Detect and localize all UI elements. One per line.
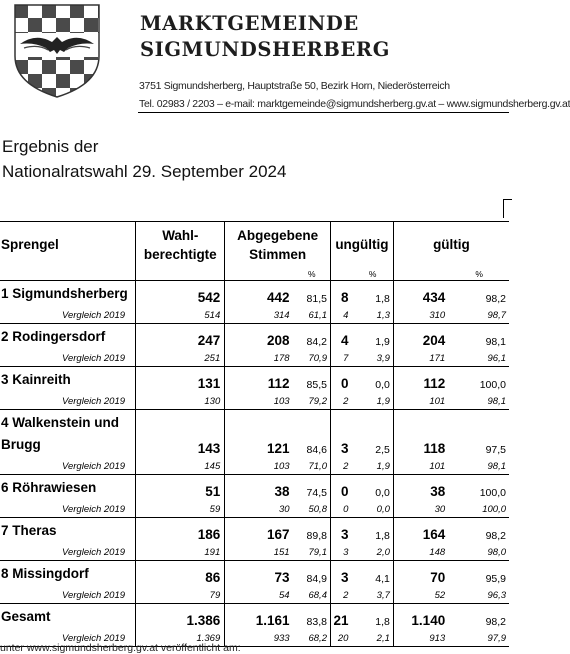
row-name: Gesamt — [0, 604, 136, 631]
col-header-sprengel: Sprengel — [0, 222, 136, 268]
cell-gueltig-pct: 98,2 — [485, 616, 506, 628]
cell-abgegeben-2019: 178 — [225, 350, 294, 367]
cell-gueltig-pct: 95,9 — [485, 573, 506, 585]
cell-ungueltig-2019: 4 — [330, 307, 352, 324]
cell-ungueltig: 4 — [330, 324, 352, 351]
table-row — [0, 518, 509, 545]
cell-abgegeben-pct: 83,8 — [306, 616, 327, 628]
cell-wahlberechtigte: 51 — [136, 475, 225, 502]
cell-abgegeben: 121 — [267, 441, 290, 456]
cell-ungueltig: 3 — [330, 561, 352, 588]
coat-of-arms-logo — [14, 4, 100, 98]
cell-ungueltig: 3 — [330, 410, 352, 459]
cell-wahlberechtigte: 542 — [136, 281, 225, 308]
comparison-label: Vergleich 2019 — [0, 630, 136, 647]
cell-abgegeben: 38 — [274, 484, 290, 499]
cell-wahlberechtigte-2019: 251 — [136, 350, 225, 367]
cell-abgegeben-pct: 84,9 — [306, 573, 327, 585]
cell-gueltig-pct-2019: 96,3 — [449, 587, 509, 604]
cell-ungueltig: 0 — [330, 475, 352, 502]
cell-gueltig-2019: 101 — [393, 458, 449, 475]
cell-ungueltig-2019: 2 — [330, 393, 352, 410]
comparison-row — [0, 544, 509, 561]
cell-gueltig: 204 — [393, 324, 449, 351]
cell-abgegeben-2019: 103 — [225, 393, 294, 410]
cell-ungueltig-2019: 20 — [330, 630, 352, 647]
cell-gueltig-2019: 52 — [393, 587, 449, 604]
org-name-line2: SIGMUNDSHERBERG — [140, 38, 390, 61]
row-name: 7 Theras — [0, 518, 136, 545]
cell-gueltig-pct: 98,2 — [485, 530, 506, 542]
comparison-label: Vergleich 2019 — [0, 393, 136, 410]
header-row — [0, 222, 509, 268]
cell-wahlberechtigte: 86 — [136, 561, 225, 588]
corner-box-line — [503, 199, 512, 218]
cell-ungueltig-pct-2019: 0,0 — [352, 501, 393, 518]
cell-gueltig: 112 — [393, 367, 449, 394]
cell-ungueltig-2019: 0 — [330, 501, 352, 518]
cell-abgegeben-pct: 74,5 — [306, 487, 327, 499]
cell-ungueltig-pct-2019: 2,0 — [352, 544, 393, 561]
cell-abgegeben: 208 — [267, 333, 290, 348]
cell-wahlberechtigte: 186 — [136, 518, 225, 545]
cell-wahlberechtigte-2019: 130 — [136, 393, 225, 410]
table-row — [0, 410, 509, 459]
cell-ungueltig-pct-2019: 1,9 — [352, 393, 393, 410]
cell-gueltig-2019: 310 — [393, 307, 449, 324]
cell-abgegeben: 112 — [267, 376, 290, 391]
page-title — [2, 134, 286, 184]
cell-gueltig-pct: 97,5 — [485, 444, 506, 456]
table-row — [0, 324, 509, 351]
col-header-gueltig: gültig — [393, 222, 509, 268]
cell-ungueltig-pct-2019: 1,3 — [352, 307, 393, 324]
comparison-label: Vergleich 2019 — [0, 350, 136, 367]
cell-gueltig-2019: 913 — [393, 630, 449, 647]
pct-header-row — [0, 267, 509, 281]
cell-abgegeben-pct-2019: 61,1 — [294, 307, 331, 324]
cell-gueltig: 434 — [393, 281, 449, 308]
org-name-line1: MARKTGEMEINDE — [140, 12, 359, 35]
cell-abgegeben-2019: 54 — [225, 587, 294, 604]
cell-abgegeben: 167 — [267, 527, 290, 542]
cell-abgegeben-pct: 81,5 — [306, 293, 327, 305]
pct-label: % — [449, 267, 509, 281]
cell-ungueltig: 3 — [330, 518, 352, 545]
footer-note: unter www.sigmundsherberg.gv.at veröffentlicht am: — [0, 642, 241, 654]
cell-abgegeben-2019: 103 — [225, 458, 294, 475]
cell-abgegeben-pct-2019: 71,0 — [294, 458, 331, 475]
table-row — [0, 367, 509, 394]
cell-abgegeben-pct-2019: 79,2 — [294, 393, 331, 410]
comparison-label: Vergleich 2019 — [0, 501, 136, 518]
cell-gueltig-pct: 100,0 — [479, 487, 506, 499]
cell-gueltig: 164 — [393, 518, 449, 545]
cell-wahlberechtigte-2019: 79 — [136, 587, 225, 604]
header-divider — [138, 112, 509, 113]
cell-gueltig: 38 — [393, 475, 449, 502]
cell-abgegeben-pct-2019: 68,2 — [294, 630, 331, 647]
cell-abgegeben-pct: 84,2 — [306, 336, 327, 348]
title-line1: Ergebnis der — [2, 137, 99, 156]
comparison-row — [0, 307, 509, 324]
cell-abgegeben-pct-2019: 50,8 — [294, 501, 331, 518]
cell-wahlberechtigte-2019: 514 — [136, 307, 225, 324]
pct-label: % — [352, 267, 393, 281]
cell-abgegeben: 1.161 — [255, 613, 290, 628]
cell-abgegeben-pct-2019: 79,1 — [294, 544, 331, 561]
cell-gueltig-pct-2019: 98,0 — [449, 544, 509, 561]
cell-abgegeben-2019: 933 — [225, 630, 294, 647]
cell-gueltig-pct-2019: 98,7 — [449, 307, 509, 324]
comparison-label: Vergleich 2019 — [0, 544, 136, 561]
org-name — [140, 11, 390, 63]
comparison-label: Vergleich 2019 — [0, 587, 136, 604]
comparison-row — [0, 393, 509, 410]
cell-gueltig: 118 — [393, 410, 449, 459]
cell-ungueltig-2019: 2 — [330, 587, 352, 604]
row-name: 8 Missingdorf — [0, 561, 136, 588]
cell-wahlberechtigte: 1.386 — [136, 604, 225, 631]
cell-ungueltig-pct-2019: 2,1 — [352, 630, 393, 647]
row-name: 4 Walkenstein und Brugg — [0, 410, 136, 459]
cell-abgegeben: 442 — [267, 290, 290, 305]
cell-gueltig-pct-2019: 100,0 — [449, 501, 509, 518]
cell-ungueltig-2019: 2 — [330, 458, 352, 475]
cell-gueltig-pct: 100,0 — [479, 379, 506, 391]
pct-label: % — [294, 267, 331, 281]
cell-wahlberechtigte-2019: 59 — [136, 501, 225, 518]
cell-gueltig-pct-2019: 96,1 — [449, 350, 509, 367]
cell-ungueltig-pct-2019: 1,9 — [352, 458, 393, 475]
cell-wahlberechtigte: 247 — [136, 324, 225, 351]
comparison-row — [0, 350, 509, 367]
cell-ungueltig-2019: 3 — [330, 544, 352, 561]
cell-ungueltig: 21 — [330, 604, 352, 631]
cell-wahlberechtigte-2019: 1.369 — [136, 630, 225, 647]
col-header-abgegeben: Abgegebene Stimmen — [225, 222, 331, 268]
cell-ungueltig: 0 — [330, 367, 352, 394]
results-table — [0, 221, 509, 647]
org-contact: Tel. 02983 / 2203 – e-mail: marktgemeinde@sigmundsherberg.gv.at – www.sigmundsherberg.gv.at — [139, 98, 570, 110]
cell-abgegeben-pct-2019: 68,4 — [294, 587, 331, 604]
cell-gueltig-2019: 30 — [393, 501, 449, 518]
cell-gueltig-pct-2019: 97,9 — [449, 630, 509, 647]
cell-abgegeben-pct: 85,5 — [306, 379, 327, 391]
col-header-ungueltig: ungültig — [330, 222, 393, 268]
cell-gueltig: 70 — [393, 561, 449, 588]
cell-wahlberechtigte: 131 — [136, 367, 225, 394]
table-row — [0, 281, 509, 308]
cell-gueltig-2019: 148 — [393, 544, 449, 561]
cell-ungueltig-pct: 0,0 — [375, 379, 390, 391]
cell-wahlberechtigte: 143 — [136, 410, 225, 459]
col-header-wahlberechtigte: Wahl- berechtigte — [136, 222, 225, 268]
row-name: 6 Röhrawiesen — [0, 475, 136, 502]
comparison-row — [0, 458, 509, 475]
table-row — [0, 561, 509, 588]
cell-ungueltig-pct: 1,8 — [375, 293, 390, 305]
cell-ungueltig: 8 — [330, 281, 352, 308]
cell-gueltig-pct-2019: 98,1 — [449, 393, 509, 410]
cell-abgegeben-pct-2019: 70,9 — [294, 350, 331, 367]
cell-wahlberechtigte-2019: 145 — [136, 458, 225, 475]
comparison-row — [0, 501, 509, 518]
cell-ungueltig-pct-2019: 3,7 — [352, 587, 393, 604]
comparison-label: Vergleich 2019 — [0, 307, 136, 324]
comparison-label: Vergleich 2019 — [0, 458, 136, 475]
row-name: 3 Kainreith — [0, 367, 136, 394]
cell-gueltig-pct-2019: 98,1 — [449, 458, 509, 475]
cell-ungueltig-2019: 7 — [330, 350, 352, 367]
title-line2: Nationalratswahl 29. September 2024 — [2, 162, 287, 181]
table-row — [0, 604, 509, 631]
cell-ungueltig-pct-2019: 3,9 — [352, 350, 393, 367]
row-name: 2 Rodingersdorf — [0, 324, 136, 351]
cell-ungueltig-pct: 2,5 — [375, 444, 390, 456]
cell-gueltig-2019: 101 — [393, 393, 449, 410]
cell-ungueltig-pct: 4,1 — [375, 573, 390, 585]
cell-abgegeben: 73 — [274, 570, 290, 585]
cell-abgegeben-2019: 314 — [225, 307, 294, 324]
cell-wahlberechtigte-2019: 191 — [136, 544, 225, 561]
cell-ungueltig-pct: 1,8 — [375, 616, 390, 628]
cell-gueltig-pct: 98,2 — [485, 293, 506, 305]
cell-abgegeben-pct: 89,8 — [306, 530, 327, 542]
table-row — [0, 475, 509, 502]
cell-ungueltig-pct: 1,9 — [375, 336, 390, 348]
cell-abgegeben-pct: 84,6 — [306, 444, 327, 456]
row-name: 1 Sigmundsherberg — [0, 281, 136, 308]
cell-gueltig-pct: 98,1 — [485, 336, 506, 348]
comparison-row — [0, 587, 509, 604]
cell-abgegeben-2019: 151 — [225, 544, 294, 561]
org-address: 3751 Sigmundsherberg, Hauptstraße 50, Bezirk Horn, Niederösterreich — [139, 80, 450, 92]
cell-gueltig: 1.140 — [393, 604, 449, 631]
cell-gueltig-2019: 171 — [393, 350, 449, 367]
cell-ungueltig-pct: 1,8 — [375, 530, 390, 542]
cell-ungueltig-pct: 0,0 — [375, 487, 390, 499]
cell-abgegeben-2019: 30 — [225, 501, 294, 518]
